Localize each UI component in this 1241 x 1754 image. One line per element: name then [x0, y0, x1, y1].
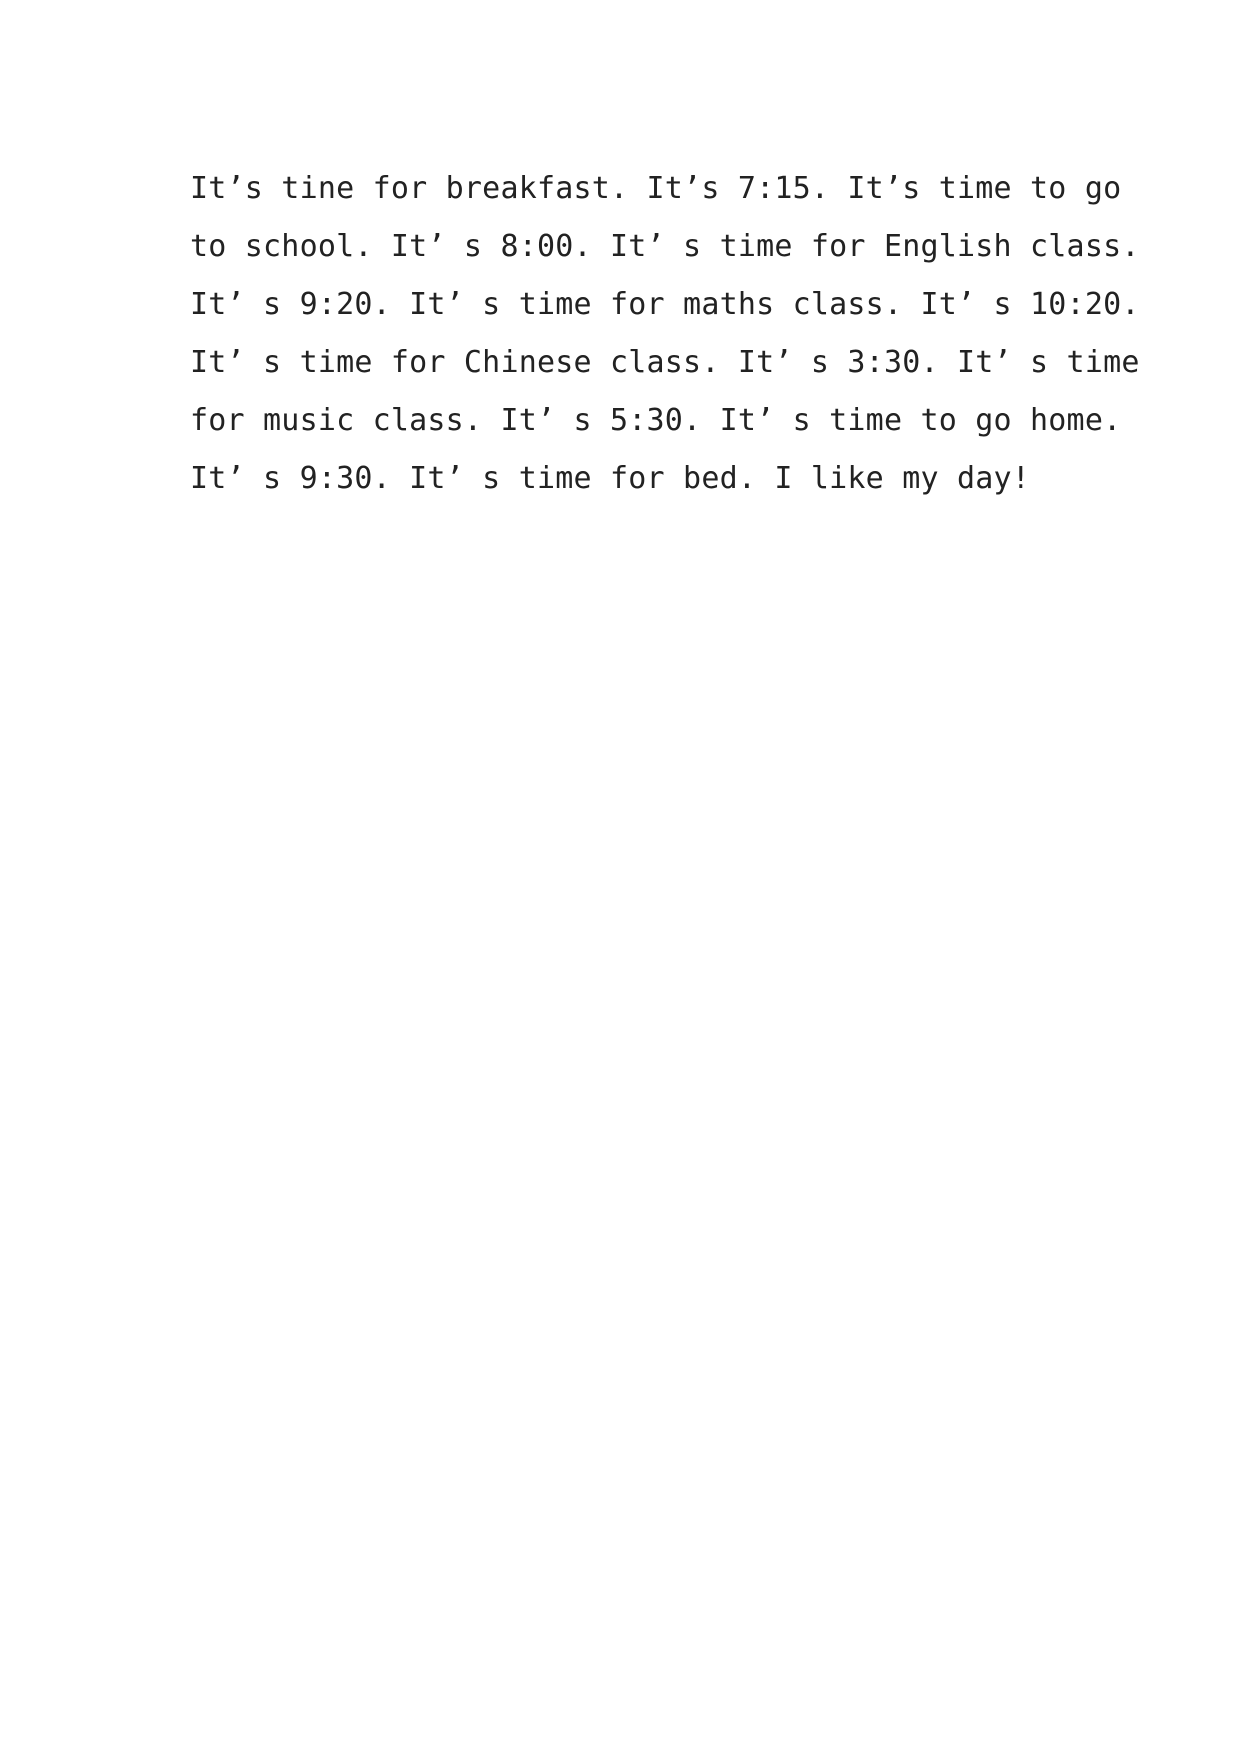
paragraph: [190, 160, 1140, 508]
paragraph-line-4: It’ s time for Chinese class. It’ s 3:30. It’ s time: [190, 345, 1140, 380]
paragraph-line-1: It’s tine for breakfast. It’s 7:15. It’s time to go: [190, 171, 1122, 206]
paragraph-line-2: to school. It’ s 8:00. It’ s time for English class.: [190, 229, 1140, 264]
paragraph-line-5: for music class. It’ s 5:30. It’ s time to go home.: [190, 403, 1122, 438]
paragraph-line-6: It’ s 9:30. It’ s time for bed. I like my day!: [190, 461, 1031, 496]
paragraph-line-3: It’ s 9:20. It’ s time for maths class. It’ s 10:20.: [190, 287, 1140, 322]
